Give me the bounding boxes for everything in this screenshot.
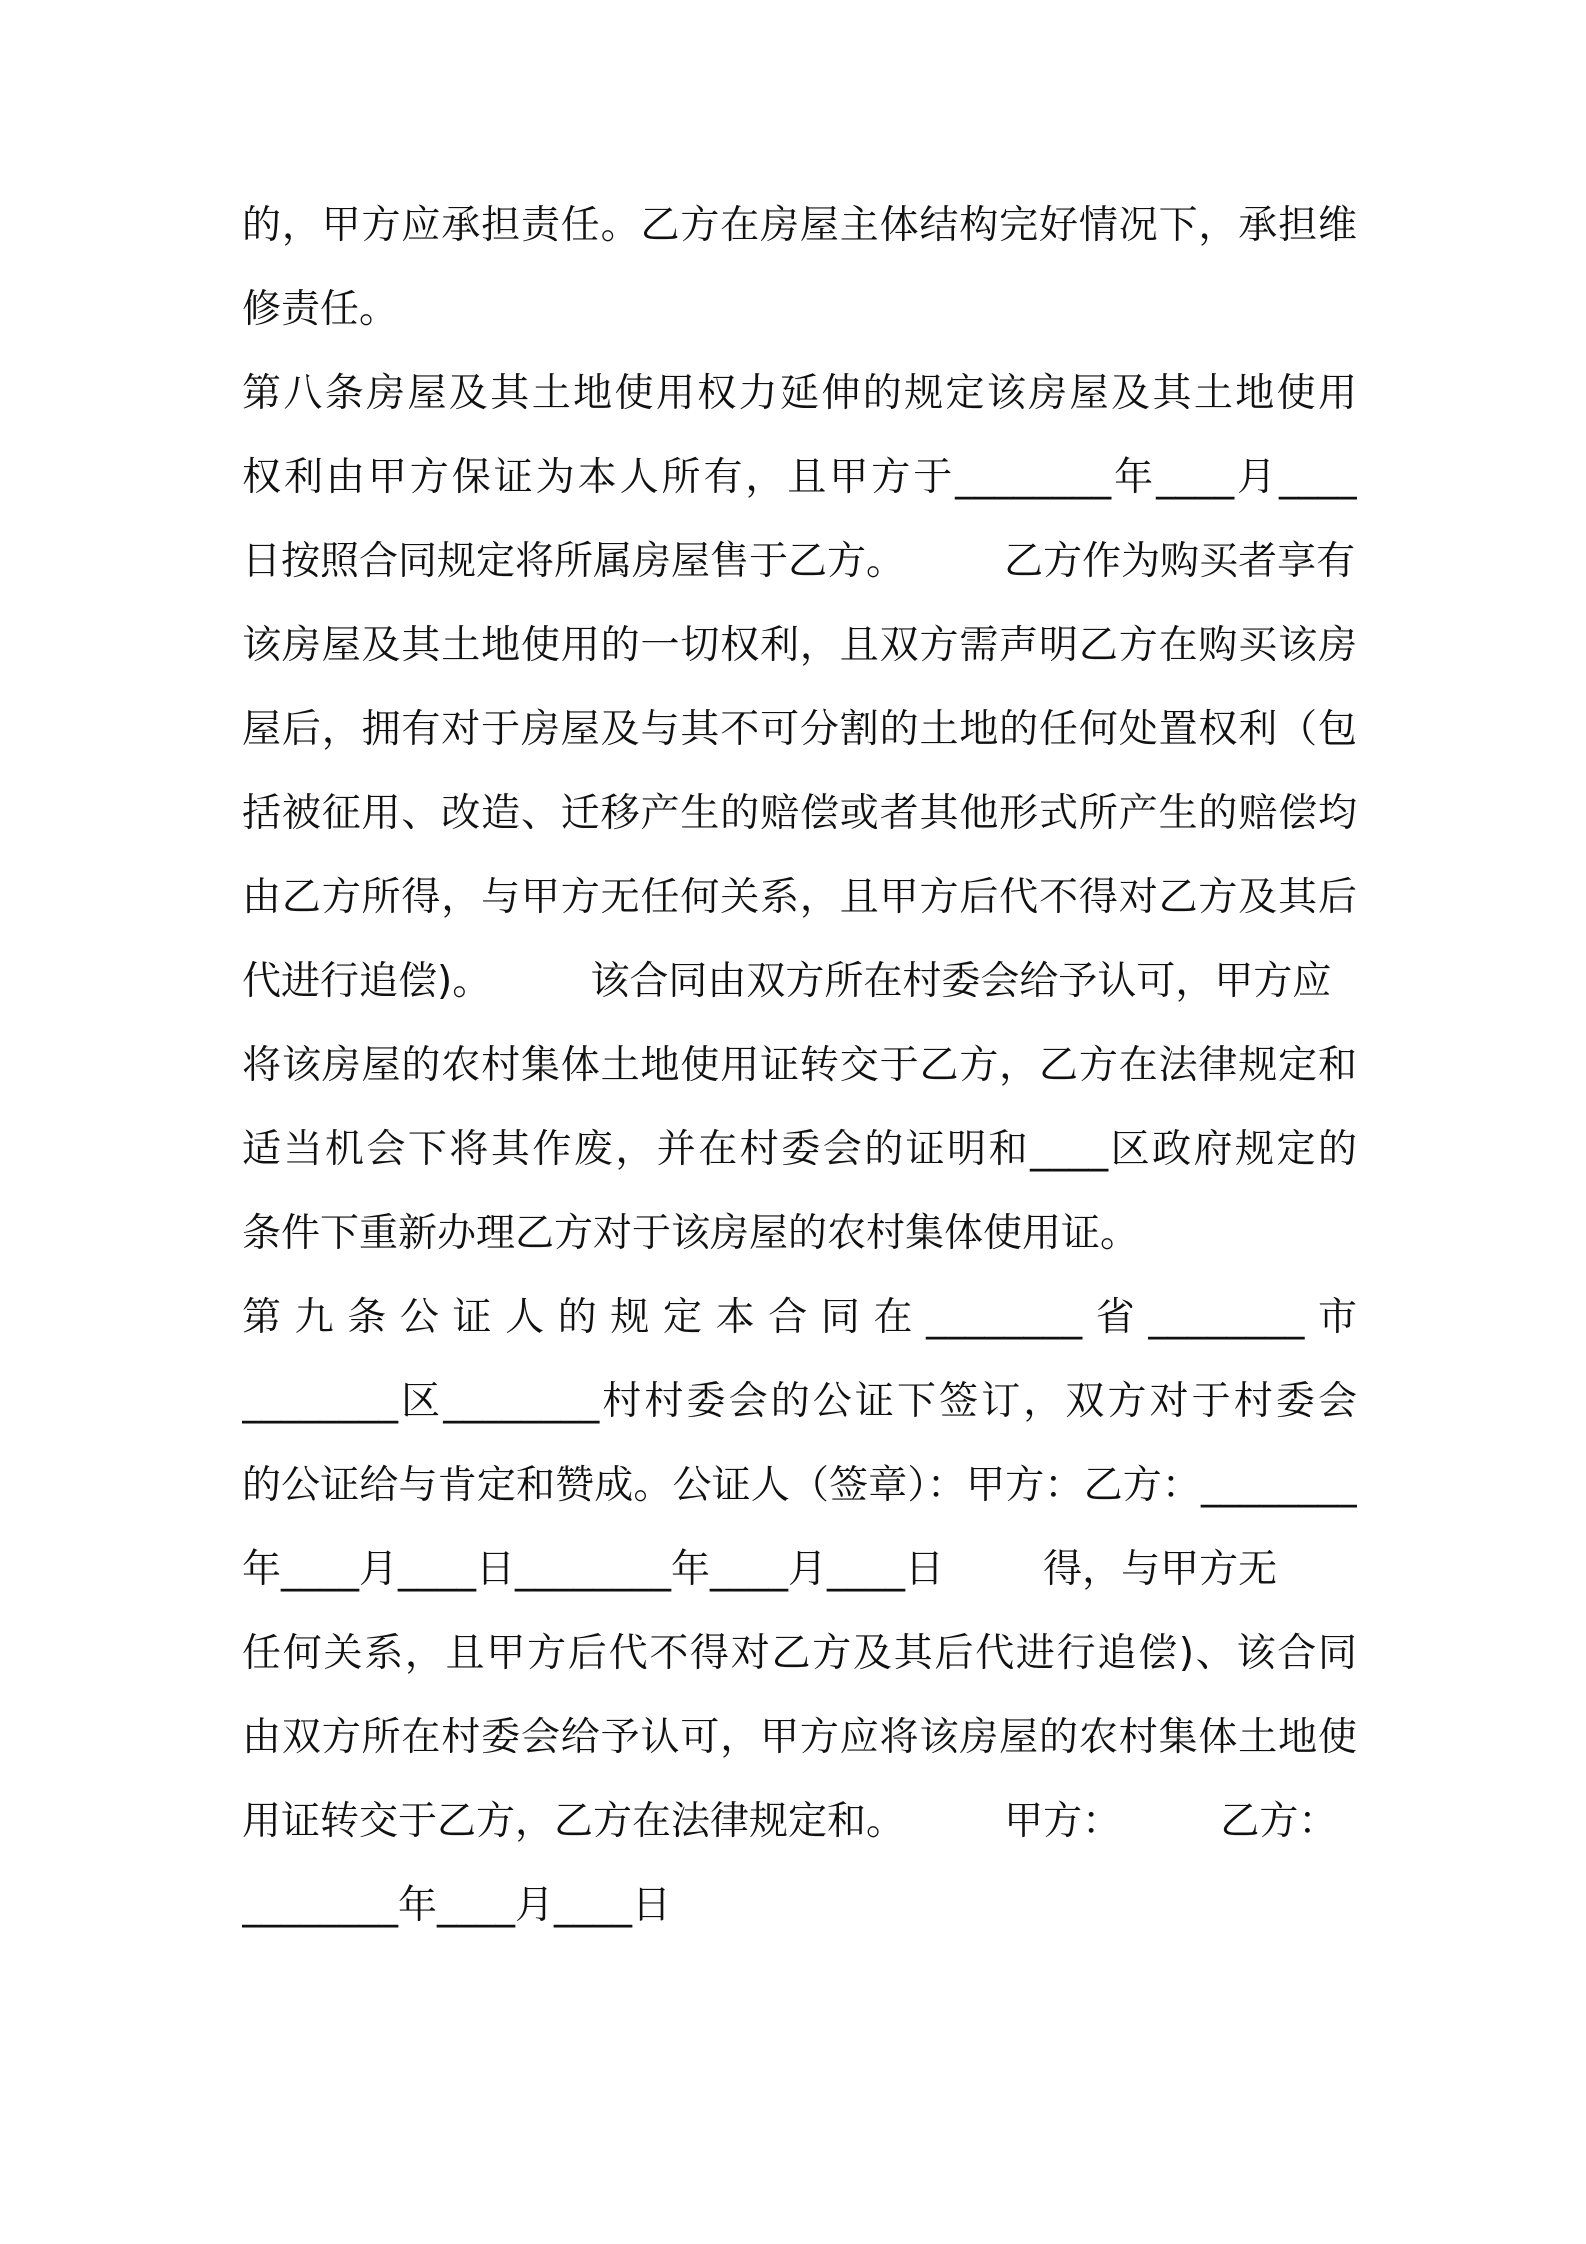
text-line-14: 第九条公证人的规定本合同在________省________市 [242, 1295, 1357, 1340]
text-line-10: 代进行追偿)。 该合同由双方所在村委会给予认可，甲方应 [242, 959, 1332, 1004]
text-line-4: 权利由甲方保证为本人所有，且甲方于________年____月____ [242, 455, 1357, 500]
text-line-3: 第八条房屋及其土地使用权力延伸的规定该房屋及其土地使用 [242, 371, 1357, 416]
text-line-6: 该房屋及其土地使用的一切权利，且双方需声明乙方在购买该房 [242, 623, 1357, 668]
text-line-9: 由乙方所得，与甲方无任何关系，且甲方后代不得对乙方及其后 [242, 875, 1357, 920]
text-line-16: 的公证给与肯定和赞成。公证人（签章）：甲方：乙方：________ [242, 1463, 1357, 1508]
text-line-8: 括被征用、改造、迁移产生的赔偿或者其他形式所产生的赔偿均 [242, 791, 1357, 836]
text-line-1: 的，甲方应承担责任。乙方在房屋主体结构完好情况下，承担维 [242, 203, 1357, 248]
text-line-18: 任何关系，且甲方后代不得对乙方及其后代进行追偿)、该合同 [242, 1631, 1357, 1676]
text-line-12: 适当机会下将其作废，并在村委会的证明和____区政府规定的 [242, 1127, 1357, 1172]
text-line-11: 将该房屋的农村集体土地使用证转交于乙方，乙方在法律规定和 [242, 1043, 1357, 1088]
text-line-13: 条件下重新办理乙方对于该房屋的农村集体使用证。 [242, 1211, 1140, 1256]
text-line-20: 用证转交于乙方，乙方在法律规定和。 甲方： 乙方： [242, 1799, 1338, 1844]
text-line-15: ________区________村村委会的公证下签订，双方对于村委会 [242, 1379, 1357, 1424]
text-line-19: 由双方所在村委会给予认可，甲方应将该房屋的农村集体土地使 [242, 1715, 1357, 1760]
text-line-2: 修责任。 [242, 287, 399, 332]
text-line-17: 年____月____日________年____月____日 得，与甲方无 [242, 1547, 1278, 1592]
text-line-7: 屋后，拥有对于房屋及与其不可分割的土地的任何处置权利（包 [242, 707, 1357, 752]
text-line-5: 日按照合同规定将所属房屋售于乙方。 乙方作为购买者享有 [242, 539, 1356, 584]
text-line-21: ________年____月____日 [242, 1883, 672, 1928]
